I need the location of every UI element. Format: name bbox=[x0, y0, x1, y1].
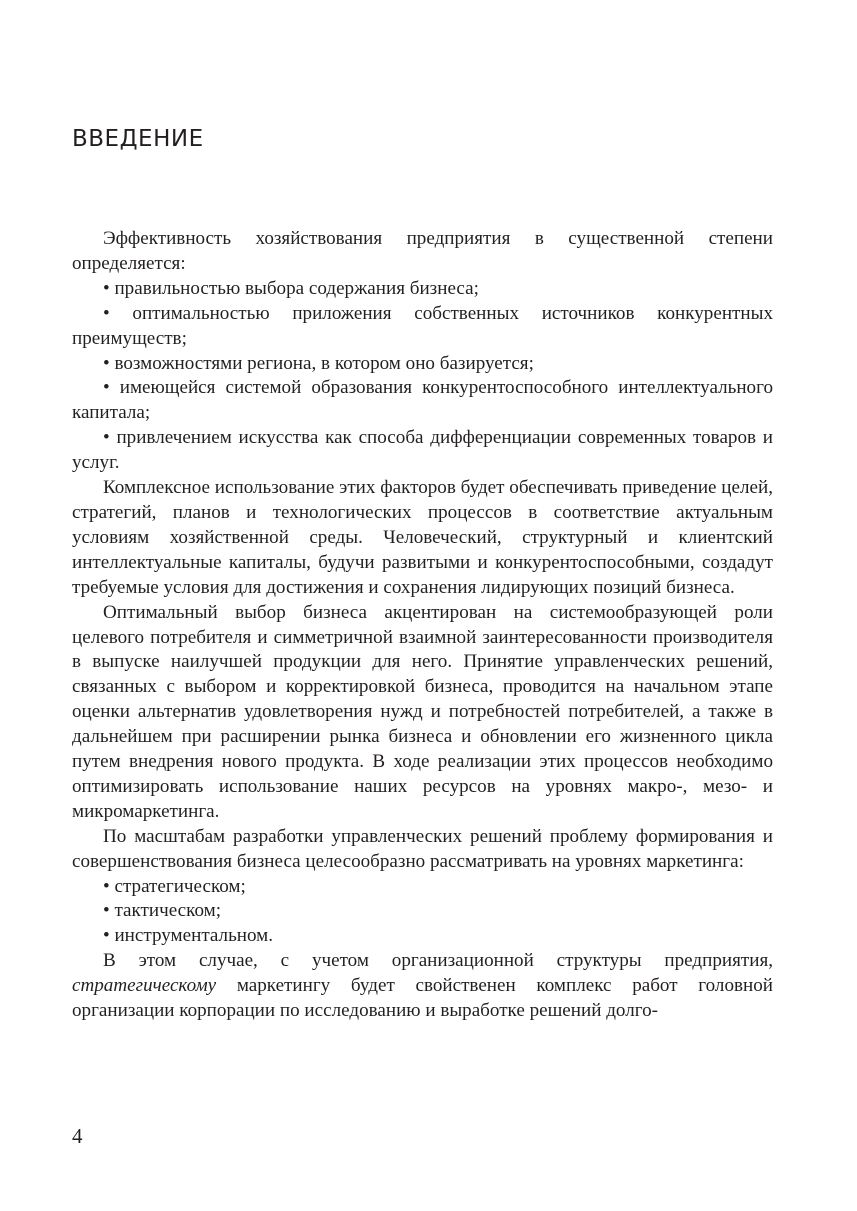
chapter-heading: ВВЕДЕНИЕ bbox=[72, 126, 204, 152]
page-number: 4 bbox=[72, 1124, 83, 1148]
factor-bullet-3: • возможностями региона, в котором оно базируется; bbox=[72, 352, 773, 377]
strategic-case-paragraph bbox=[72, 949, 773, 1024]
factor-bullet-1: • правильностью выбора содержания бизнеса; bbox=[72, 277, 773, 302]
scale-paragraph: По масштабам разработки управленческих решений проблему формирования и совершенствования бизнеса целесообразно рассматривать на уровнях маркетинга: bbox=[72, 825, 773, 872]
case-text-end: маркетингу будет свойственен комплекс работ головной организации корпорации по исследованию и выработке решений долго- bbox=[72, 975, 773, 1022]
factor-bullet-4: • имеющейся системой образования конкурентоспособного интеллектуального капитала; bbox=[72, 376, 773, 426]
complex-use-paragraph: Комплексное использование этих факторов будет обеспечивать приведение целей, стратегий, планов и технологических процессов в соответствие актуальным условиям хозяйственной среды. Человеческий, структурный и клиентский интеллектуальные капиталы, будучи развитыми и конкурентоспособными, создадут требуемые условия для достижения и сохранения лидирующих позиций бизнеса. bbox=[72, 477, 773, 598]
factor-bullet-2: • оптимальностью приложения собственных источников конкурентных преимуществ; bbox=[72, 302, 773, 352]
level-bullet-1: • стратегическом; bbox=[72, 875, 773, 900]
optimal-choice-paragraph: Оптимальный выбор бизнеса акцентирован на системообразующей роли целевого потребителя и симметричной взаимной заинтересованности производителя в выпуске наилучшей продукции для него. Принятие управленческих решений, связанных с выбором и корректировкой бизнеса, проводится на начальном этапе оценки альтернатив удовлетворения нужд и потребностей потребителей, а также в дальнейшем при расширении рынка бизнеса и обновлении его жизненного цикла путем внедрения нового продукта. В ходе реализации этих процессов необходимо оптимизировать использование наших ресурсов на уровнях макро-, мезо- и микромаркетинга. bbox=[72, 601, 773, 822]
level-bullet-2: • тактическом; bbox=[72, 899, 773, 924]
factor-bullet-5: • привлечением искусства как способа дифференциации современных товаров и услуг. bbox=[72, 426, 773, 476]
intro-paragraph: Эффективность хозяйствования предприятия в существенной степени определяется: bbox=[72, 228, 773, 274]
case-text-start: В этом случае, с учетом организационной структуры предприятия, bbox=[103, 950, 773, 972]
body-text bbox=[72, 227, 773, 1024]
level-bullet-3: • инструментальном. bbox=[72, 924, 773, 949]
strategic-emphasis: стратегическому bbox=[72, 975, 217, 997]
